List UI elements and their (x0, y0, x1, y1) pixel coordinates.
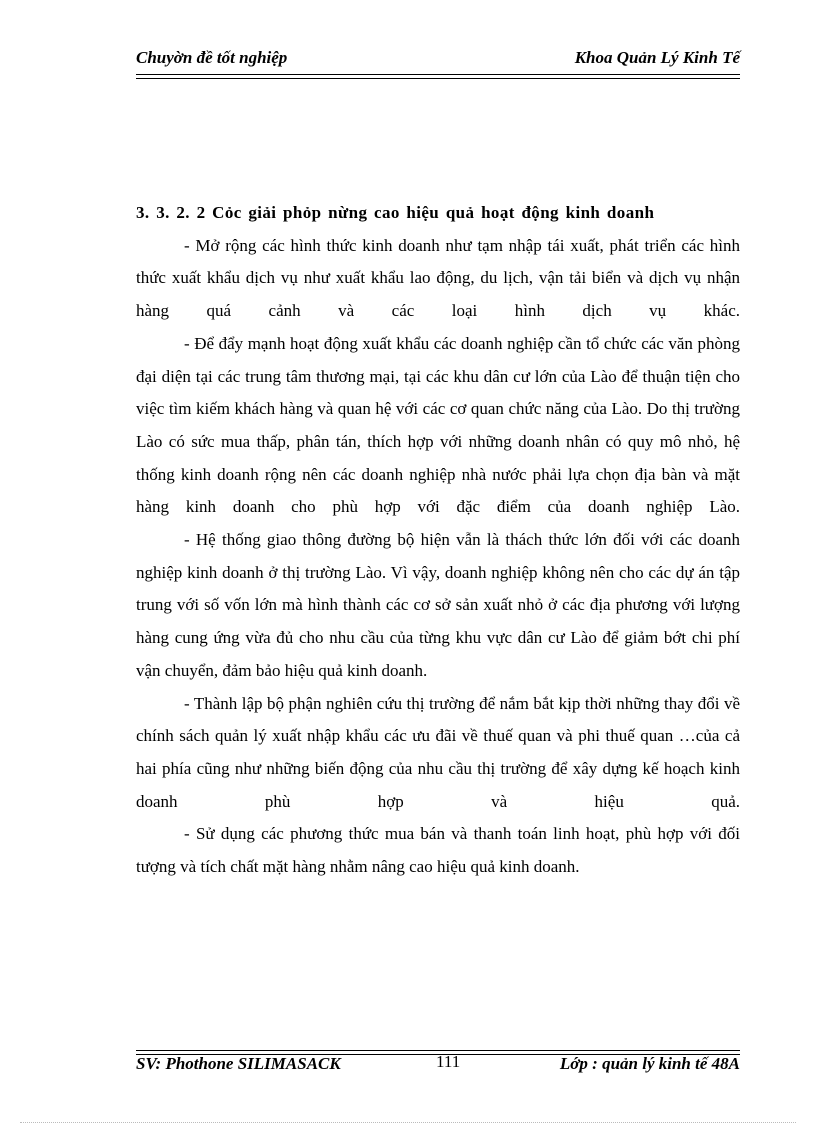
page-body (136, 197, 740, 884)
header-faculty: Khoa Quản Lý Kinh Tế (574, 48, 740, 67)
footer-class: Lớp : quản lý kinh tế 48A (559, 1054, 740, 1073)
paragraph-representative-offices: - Để đẩy mạnh hoạt động xuất khẩu các doanh nghiệp cần tổ chức các văn phòng đại diện tại các trung tâm thương mại, tại các khu dân cư lớn của Lào để thuận tiện cho việc tìm kiếm khách hàng và quan hệ với các cơ quan chức năng của Lào. Do thị trường Lào có sức mua thấp, phân tán, thích hợp với những doanh nhân có quy mô nhỏ, hệ thống kinh doanh rộng nên các doanh nghiệp nhà nước phải lựa chọn địa bàn và mặt hàng kinh doanh cho phù hợp với đặc điểm của doanh nghiệp Lào. (136, 333, 740, 517)
section-heading: 3. 3. 2. 2 Cỏc giải phỏp nừng cao hiệu quả hoạt động kinh doanh (136, 203, 655, 222)
page-number: 111 (436, 1052, 461, 1071)
page-footer (136, 1054, 740, 1080)
footer-rule-thin (136, 1050, 740, 1051)
page-header (136, 48, 740, 74)
header-thesis-title: Chuyờn đề tốt nghiệp (136, 48, 288, 67)
footer-student-name: SV: Phothone SILIMASACK (136, 1054, 341, 1073)
paragraph-expand-business-forms: - Mở rộng các hình thức kinh doanh như tạm nhập tái xuất, phát triển các hình thức xuất khẩu dịch vụ như xuất khẩu lao động, du lịch, vận tải biển và dịch vụ nhận hàng quá cảnh và các loại hình dịch vụ khác. (136, 235, 740, 321)
paragraph-road-transport: - Hệ thống giao thông đường bộ hiện vẫn là thách thức lớn đối với các doanh nghiệp kinh doanh ở thị trường Lào. Vì vậy, doanh nghiệp không nên cho các dự án tập trung với số vốn lớn mà hình thành các cơ sở sản xuất nhỏ ở các địa phương với lượng hàng cung ứng vừa đủ cho nhu cầu của từng khu vực dân cư Lào để giảm bớt chi phí vận chuyển, đảm bảo hiệu quả kinh doanh. (136, 530, 740, 680)
header-rule-thin (136, 78, 740, 79)
paragraph-market-research: - Thành lập bộ phận nghiên cứu thị trường để nắm bắt kịp thời những thay đổi về chính sách quản lý xuất nhập khẩu các ưu đãi về thuế quan và phi thuế quan …của cả hai phía cũng như những biến động của nhu cầu thị trường để xây dựng kế hoạch kinh doanh phù hợp và hiệu quả. (136, 693, 740, 811)
paragraph-payment-methods: - Sử dụng các phương thức mua bán và thanh toán linh hoạt, phù hợp với đối tượng và tích chất mặt hàng nhằm nâng cao hiệu quả kinh doanh. (136, 824, 740, 877)
header-rule-thick (136, 74, 740, 75)
